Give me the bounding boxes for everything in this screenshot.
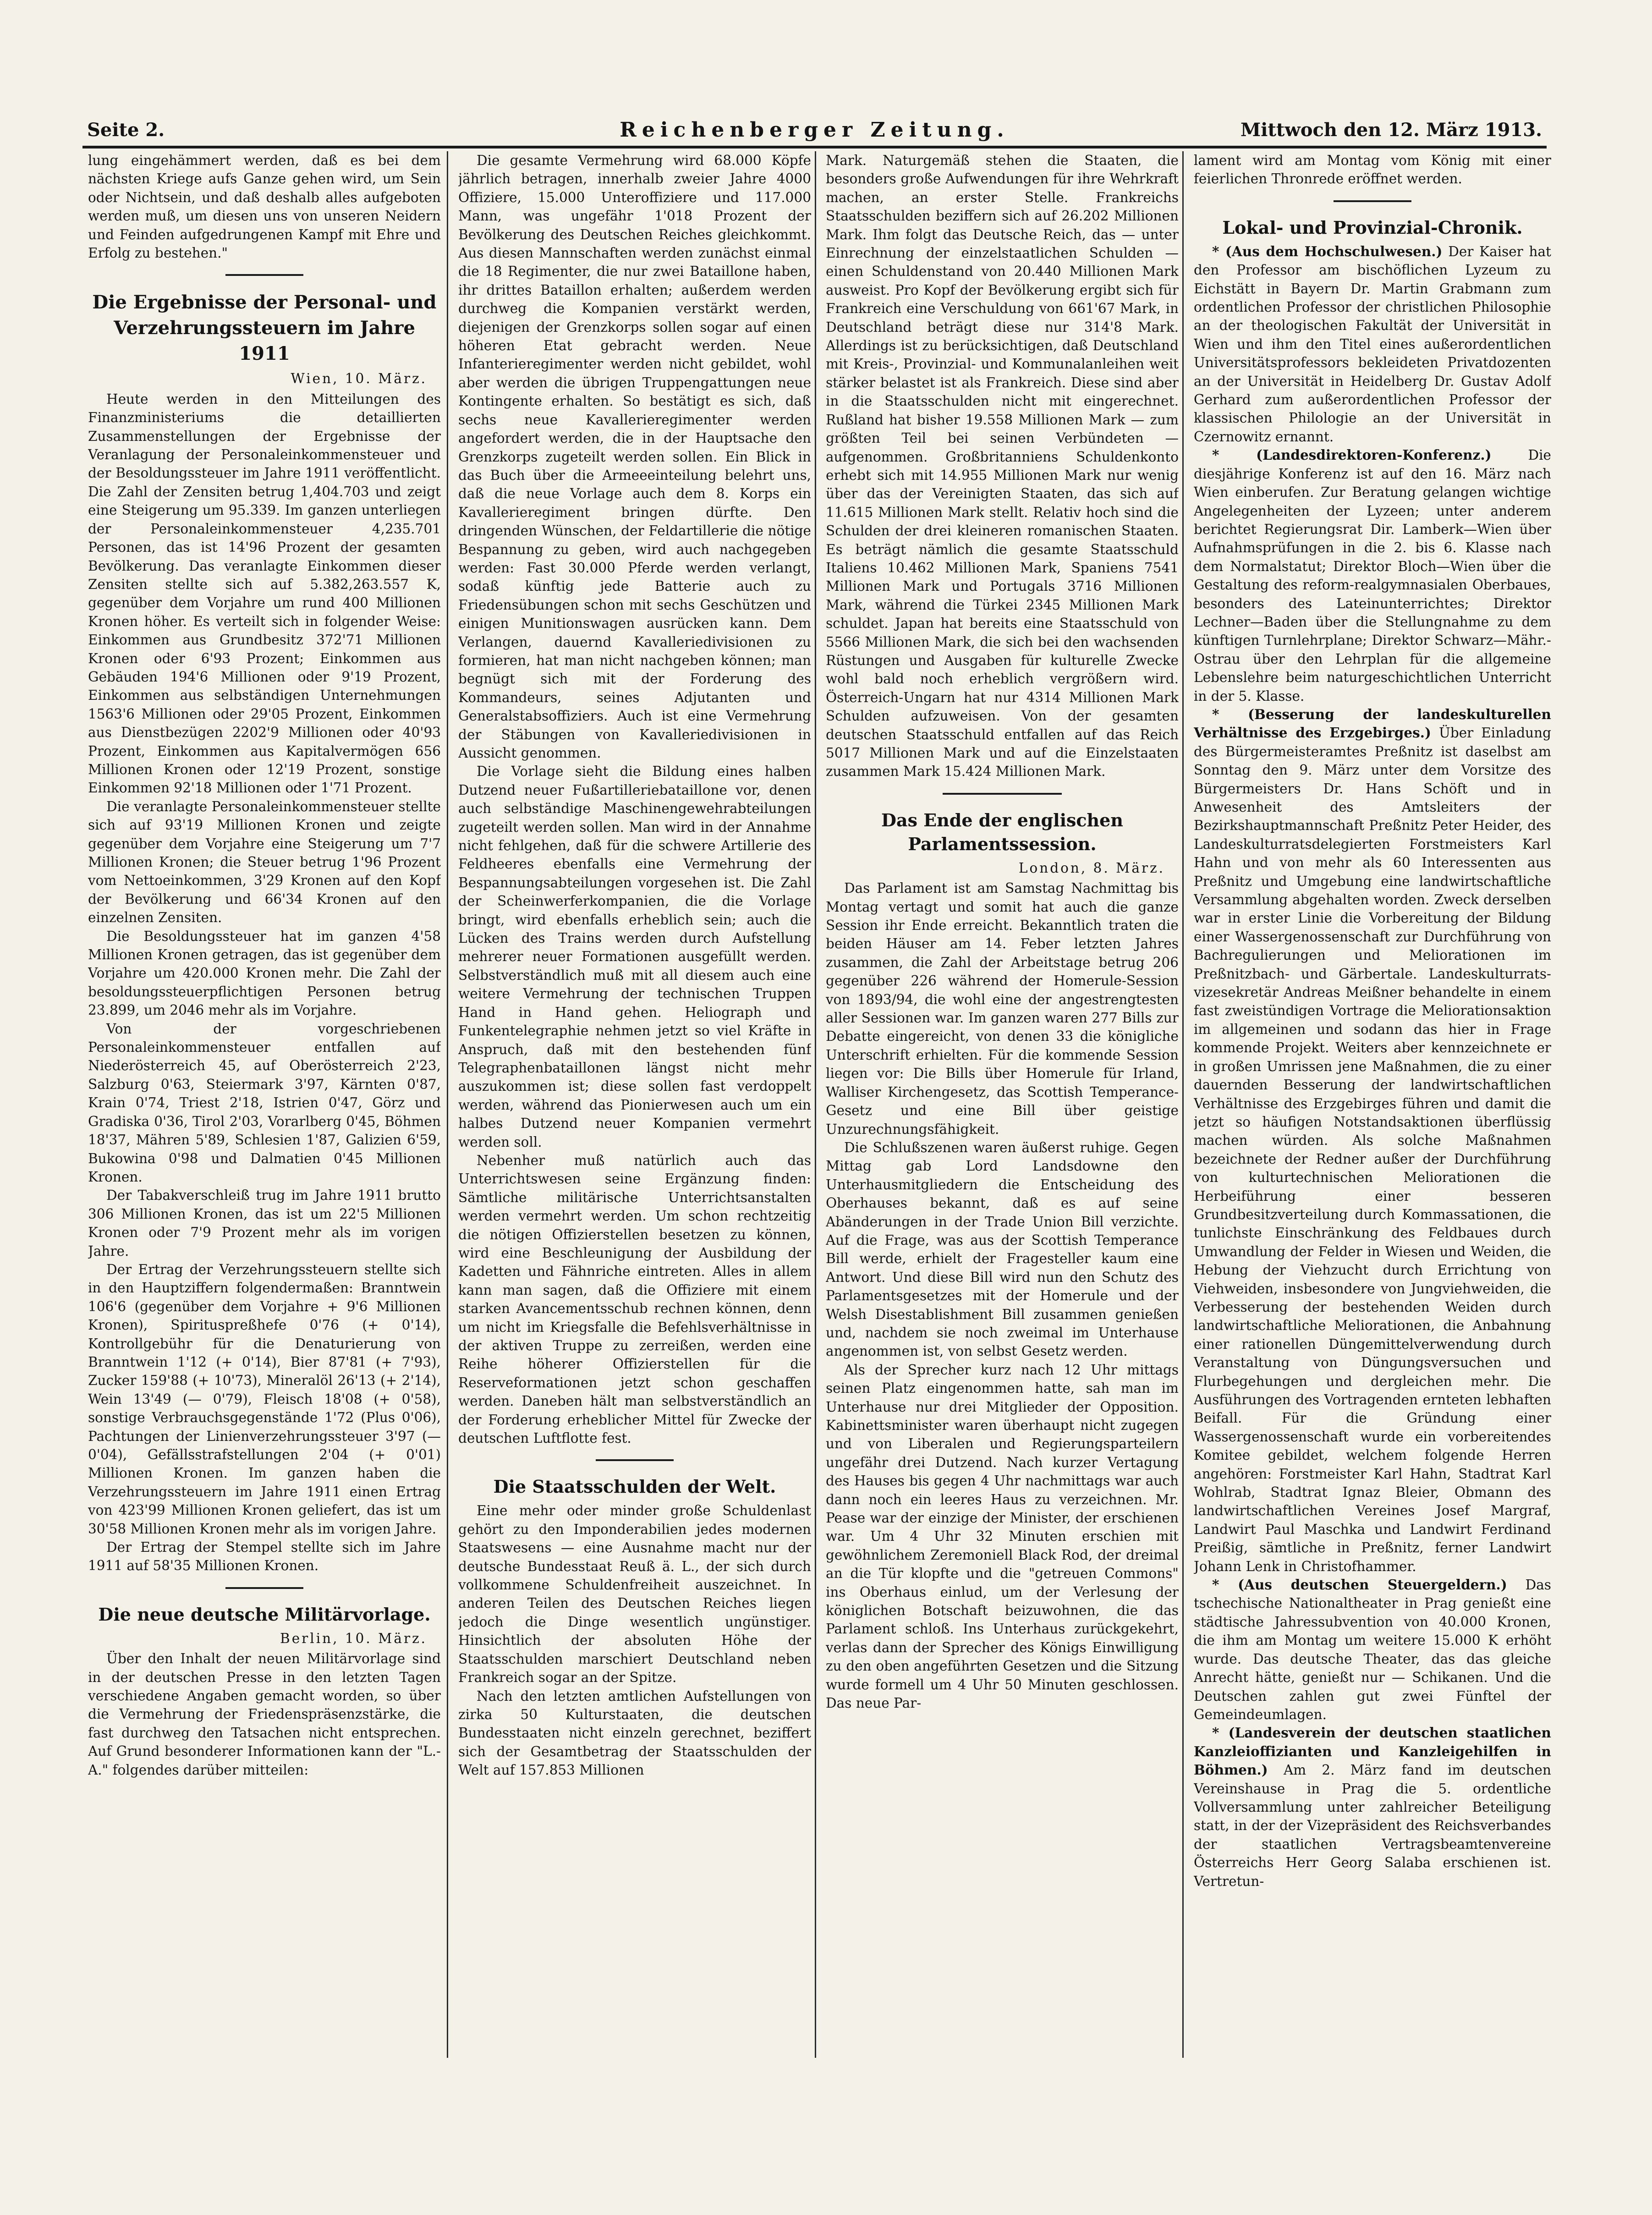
news-item-text: Die diesjährige Konferenz ist auf den 16. März nach Wien einberufen. Zur Beratung gelangen wichtige Angelegenheiten der Lyzeen; unter anderem berichtet Regierungsrat Dir. Lamberk—Wien über Aufnahmsprüfungen in die 2. bis 6. Klasse nach dem Normalstatut; Direktor Bloch—Wien über die Gestaltung des reform-realgymnasialen Oberbaues, besonders des Lateinunterrichtes; Direktor Lechner—Baden über die Stellungnahme zu dem künftigen Turnlehrplane; Direktor Schwarz—Mähr.-Ostrau über den Lehrplan für die allgemeine Lebenslehre beim naturgeschichtlichen Unterricht in der 5. Klasse. [1194,447,1551,704]
paragraph: Der Ertrag der Stempel stellte sich im Jahre 1911 auf 58'35 Millionen Kronen. [88,1539,441,1574]
section-title: Lokal- und Provinzial-Chronik. [1222,217,1523,238]
news-item-text: Der Kaiser hat den Professor am bischöflichen Lyzeum zu Eichstätt in Bayern Dr. Martin Grabmann zum ordentlichen Professor der christlichen Philosophie an der theologischen Fakultät der Universität in Wien und ihm den Titel eines außerordentlichen Universitätsprofessors bekleideten Privatdozenten an der Universität in Heidelberg Dr. Gustav Adolf Gerhard zum außerordentlichen Professor der klassischen Philologie an der Universität in Czernowitz ernannt. [1194,243,1551,445]
column-1 [88,151,441,2053]
news-item-heading: * (Aus deutschen Steuergeldern.) [1212,1577,1507,1593]
continued-text: lament wird am Montag vom König mit einer feierlichen Thronrede eröffnet werden. [1194,153,1551,187]
news-item-text: Das tschechische Nationaltheater in Prag genießt eine städtische Jahressubvention von 40.000 Kronen, die ihm am Montag um weitere 15.000 K erhöht wurde. Das deutsche Theater, das das gleiche Anrecht hätte, genießt nur — Schikanen. Und die Deutschen zahlen gut zwei Fünftel der Gemeindeumlagen. [1194,1577,1551,1722]
header-rule [82,146,1547,148]
article-title: Das Ende der englischen Parlamentssession. [881,809,1123,854]
article-title: Die neue deutsche Militärvorlage. [98,1604,431,1625]
paragraph: Von der vorgeschriebenen Personaleinkommensteuer entfallen auf Niederösterreich 45, auf Oberösterreich 2'23, Salzburg 0'63, Steiermark 3'97, Kärnten 0'87, Krain 0'74, Triest 2'18, Istrien 0'47, Görz und Gradiska 0'36, Tirol 2'03, Vorarlberg 0'45, Böhmen 18'37, Mähren 5'89, Schlesien 1'87, Galizien 6'59, Bukowina 0'98 und Dalmatien 0'45 Millionen Kronen. [88,1021,441,1185]
paragraph: Die Schlußszenen waren äußerst ruhige. Gegen Mittag gab Lord Landsdowne den Unterhausmitgliedern die Entscheidung des Oberhauses bekannt, daß es auf seine Abänderungen in der Trade Union Bill verzichte. Auf die Frage, was aus der Scottish Temperance Bill werde, erhielt der Fragesteller kaum eine Antwort. Und diese Bill wird nun den Schutz des Parlamentsgesetzes mit der Homerule und der Welsh Disestablishment Bill zusammen genießen und, nachdem sie noch zweimal im Unterhause angenommen ist, von selbst Gesetz werden. [826,1139,1179,1359]
news-item-text: Über Einladung des Bürgermeisteramtes Preßnitz ist daselbst am Sonntag den 9. März unter dem Vorsitze des Bürgermeisters Dr. Hans Schöft und in Anwesenheit des Amtsleiters der Bezirkshauptmannschaft Preßnitz Peter Heider, des Landeskulturratsdelegierten Forstmeisters Karl Hahn und von mehr als 60 Interessenten aus Preßnitz und Umgebung eine landwirtschaftliche Versammlung abgehalten worden. Zweck derselben war in erster Linie die Vorbereitung der Bildung einer Wassergenossenschaft zur Durchführung von Bachregulierungen und Meliorationen im Preßnitzbach- und Gärbertale. Landeskulturrats-vizesekretär Andreas Meißner behandelte in einem fast zweistündigen Vortrage die Meliorationsaktion im allgemeinen und sodann das hier in Frage kommende Projekt. Weiters aber kennzeichnete er in großen Umrissen jene Maßnahmen, die zu einer dauernden Besserung der landwirtschaftlichen Verhältnisse des Erzgebirges führen und damit die jetzt so häufigen Notstandsaktionen überflüssig machen würden. Als solche Maßnahmen bezeichnete der Redner außer der Durchführung von kulturtechnischen Meliorationen die Herbeiführung einer besseren Grundbesitzverteilung durch Kommassationen, die tunlichste Einschränkung des Feldbaues durch Umwandlung der Felder in Wiesen und Weiden, die Hebung der Viehzucht durch Errichtung von Viehweiden, insbesondere von Jungviehweiden, die Verbesserung der bestehenden Weiden durch landwirtschaftliche Meliorationen, die Anbahnung einer rationellen Düngemittelverwendung durch Veranstaltung von Düngungsversuchen und Flurbegehungen und dergleichen mehr. Die Ausführungen des Vortragenden ernteten lebhaften Beifall. Für die Gründung einer Wassergenossenschaft wurde ein vorbereitendes Komitee gebildet, welchem folgende Herren angehören: Forstmeister Karl Hahn, Stadtrat Karl Wohlrab, Stadtrat Ignaz Bleier, Obmann des landwirtschaftlichen Vereines Josef Margraf, Landwirt Paul Maschka und Landwirt Ferdinand Preißig, sämtliche in Preßnitz, ferner Landwirt Johann Lenk in Christofhammer. [1194,725,1551,1574]
dateline: Berlin, 10. März. [280,1630,427,1646]
newspaper-title: Reichenberger Zeitung. [620,118,1010,142]
page-header [87,115,1542,147]
continued-text: lung eingehämmert werden, daß es bei dem nächsten Kriege aufs Ganze gehen wird, um Sein oder Nichtsein, und daß deshalb alles aufgeboten werden muß, um diesen uns von unseren Neidern und Feinden aufgedrungenen Kampf mit Ehre und Erfolg zu bestehen." [88,153,441,261]
page-number: Seite 2. [87,119,165,141]
paragraph: Die gesamte Vermehrung wird 68.000 Köpfe jährlich betragen, innerhalb zweier Jahre 4000 Offiziere, 15.000 Unteroffiziere und 117.000 Mann, was ungefähr 1'018 Prozent der Bevölkerung des Deutschen Reiches gleichkommt. Aus diesen Mannschaften werden zunächst einmal die 18 Regimenter, die nur zwei Bataillone haben, ihr drittes Bataillon erhalten; außerdem werden durchweg die Kompanien verstärkt werden, diejenigen der Grenzkorps sollen sogar auf einen höheren Etat gebracht werden. Neue Infanterieregimenter werden nicht gebildet, wohl aber werden die übrigen Truppengattungen neue Kontingente erhalten. So bestätigt es sich, daß sechs neue Kavallerieregimenter werden angefordert werden, die in der Hauptsache den Grenzkorps zugeteilt werden sollen. Ein Blick in das Buch über die Armeeeinteilung belehrt uns, daß die neue Vorlage auch dem 8. Korps ein Kavallerieregiment bringen dürfte. Den dringenden Wünschen, der Feldartillerie die nötige Bespannung zu geben, wird auch nachgegeben werden: Fast 30.000 Pferde werden verlangt, sodaß künftig jede Batterie auch zu Friedensübungen schon mit sechs Geschützen und einigen Munitionswagen ausrücken kann. Dem Verlangen, dauernd Kavalleriedivisionen zu formieren, hat man nicht nachgeben können; man begnügt sich mit der Forderung des Kommandeurs, seines Adjutanten und Generalstabsoffiziers. Auch ist eine Vermehrung der Stäbungen von Kavalleriedivisionen in Aussicht genommen. [458,153,811,761]
news-item-heading: * (Landesdirektoren-Konferenz.) [1212,447,1492,463]
article-divider [596,1459,674,1461]
column-divider [1182,151,1184,2058]
column-2 [458,151,811,2053]
news-item-heading: * (Besserung der landeskulturellen Verhältnisse des Erzgebirges.) [1194,706,1551,741]
article-title: Die Ergebnisse der Personal- und Verzehrungssteuern im Jahre 1911 [92,291,437,365]
paragraph: Eine mehr oder minder große Schuldenlast gehört zu den Imponderabilien jedes modernen Staatswesens — eine Ausnahme macht nur der deutsche Bundesstaat Reuß ä. L., der sich durch vollkommene Schuldenfreiheit auszeichnet. In anderen Teilen des Deutschen Reiches liegen jedoch die Dinge wesentlich ungünstiger. Hinsichtlich der absoluten Höhe der Staatsschulden marschiert Deutschland neben Frankreich sogar an der Spitze. [458,1503,811,1686]
column-3 [826,151,1179,2053]
news-item [1194,1576,1551,1724]
article-title: Die Staatsschulden der Welt. [493,1476,776,1497]
news-item-text: Am 2. März fand im deutschen Vereinshause in Prag die 5. ordentliche Vollversammlung unter zahlreicher Beteiligung statt, in der der Vizepräsident des Reichsverbandes der staatlichen Vertragsbeamtenvereine Österreichs Herr Georg Salaba erschienen ist. Vertretun- [1194,1762,1551,1889]
dateline: London, 8. März. [1018,860,1165,876]
column-4 [1194,151,1551,2053]
paragraph: Der Ertrag der Verzehrungssteuern stellte sich in den Hauptziffern folgendermaßen: Branntwein 106'6 (gegenüber dem Vorjahre + 9'6 Millionen Kronen), Spirituspreßhefe 0'76 (+ 0'14), Kontrollgebühr für die Denaturierung von Branntwein 1'12 (+ 0'14), Bier 87'81 (+ 7'93), Zucker 159'88 (+ 10'73), Mineralöl 26'13 (+ 2'14), Wein 13'49 (— 0'79), Fleisch 18'08 (+ 0'58), sonstige Verbrauchsgegenstände 1'72 (Plus 0'06), Pachtungen der Linienverzehrungssteuer 3'97 (— 0'04), Gefällsstrafstellungen 2'04 (+ 0'01) Millionen Kronen. Im ganzen haben die Verzehrungssteuern im Jahre 1911 einen Ertrag von 423'99 Millionen Kronen geliefert, das ist um 30'58 Millionen Kronen mehr als im vorigen Jahre. [88,1261,441,1537]
news-item [1194,242,1551,446]
paragraph: Mark. Naturgemäß stehen die Staaten, die besonders große Aufwendungen für ihre Wehrkraft machen, an erster Stelle. Frankreichs Staatsschulden beziffern sich auf 26.202 Millionen Mark. Ihm folgt das Deutsche Reich, das — unter Einrechnung der einzelstaatlichen Schulden — einen Schuldenstand von 20.440 Millionen Mark ausweist. Pro Kopf der Bevölkerung ergibt sich für Frankreich eine Verschuldung von 661'67 Mark, in Deutschland beträgt diese nur 314'8 Mark. Allerdings ist zu berücksichtigen, daß Deutschland mit Kreis-, Provinzial- und Kommunalanleihen weit stärker belastet ist als Frankreich. Diese sind aber in die Staatsschulden nicht mit eingerechnet. Rußland hat bisher 19.558 Millionen Mark — zum größten Teil bei seinen Verbündeten — aufgenommen. Großbritanniens Schuldenkonto erhebt sich mit 14.955 Millionen Mark nur wenig über das der Vereinigten Staaten, das sich auf 11.615 Millionen Mark stellt. Relativ hoch sind die Schulden der drei kleineren romanischen Staaten. Es beträgt nämlich die gesamte Staatsschuld Italiens 10.462 Millionen Mark, Spaniens 7541 Millionen Mark und Portugals 3716 Millionen Mark, während die Türkei 2345 Millionen Mark schuldet. Japan hat bereits eine Staatsschuld von 5566 Millionen Mark, die sich bei den wachsenden Rüstungen und Ausgaben für kulturelle Zwecke wohl bald noch erheblich vergrößern wird. Österreich-Ungarn hat nur 4314 Millionen Mark Schulden aufzuweisen. Von der gesamten deutschen Staatsschuld entfallen auf das Reich 5017 Millionen Mark und auf die Einzelstaaten zusammen Mark 15.424 Millionen Mark. [826,153,1179,780]
column-divider [447,151,448,2058]
paragraph: Über den Inhalt der neuen Militärvorlage sind in der deutschen Presse in den letzten Tagen verschiedene Angaben gemacht worden, so über die Vermehrung der Friedenspräsenzstärke, die fast durchweg den Tatsachen nicht entsprechen. Auf Grund besonderer Informationen kann der "L.-A." folgendes darüber mitteilen: [88,1651,441,1778]
news-item-heading: * (Aus dem Hochschulwesen.) [1212,243,1443,259]
news-item-heading: * (Landesverein der deutschen staatlichen Kanzleioffizianten und Kanzleigehilfen in Böhmen.) [1194,1725,1551,1778]
paragraph: Das Parlament ist am Samstag Nachmittag bis Montag vertagt und somit hat auch die ganze Session ihr Ende erreicht. Bekanntlich traten die beiden Häuser am 14. Feber letzten Jahres zusammen, die Zahl der Arbeitstage betrug 206 gegenüber 226 während der Homerule-Session von 1893/94, die wohl eine der angestrengtesten aller Sessionen war. Im ganzen waren 277 Bills zur Debatte eingereicht, von denen 33 die königliche Unterschrift erhielten. Für die kommende Session liegen vor: Die Bills über Homerule für Irland, Walliser Kirchengesetz, das Scottish Temperance-Gesetz und eine Bill über geistige Unzurechnungsfähigkeit. [826,880,1179,1137]
paragraph: Die Besoldungssteuer hat im ganzen 4'58 Millionen Kronen getragen, das ist gegenüber dem Vorjahre um 420.000 Kronen mehr. Die Zahl der besoldungssteuerpflichtigen Personen betrug 23.899, um 2046 mehr als im Vorjahre. [88,928,441,1018]
dateline: Wien, 10. März. [291,371,427,387]
article-divider [225,274,303,276]
paragraph: Der Tabakverschleiß trug im Jahre 1911 brutto 306 Millionen Kronen, das ist um 22'5 Millionen Kronen oder 7'9 Prozent mehr als im vorigen Jahre. [88,1187,441,1259]
news-item [1194,705,1551,1576]
paragraph: Nach den letzten amtlichen Aufstellungen von zirka 50 Kulturstaaten, die deutschen Bundesstaaten nicht einzeln gerechnet, beziffert sich der Gesamtbetrag der Staatsschulden der Welt auf 157.853 Millionen [458,1688,811,1778]
article-divider [225,1587,303,1589]
article-divider [1334,200,1411,202]
news-item [1194,446,1551,705]
news-item [1194,1724,1551,1891]
paragraph: Nebenher muß natürlich auch das Unterrichtswesen seine Ergänzung finden: Sämtliche militärische Unterrichtsanstalten werden vermehrt werden. Um schon rechtzeitig die nötigen Offizierstellen besetzen zu können, wird eine Beschleunigung der Ausbildung der Kadetten und Fähnriche eintreten. Alles in allem kann man sagen, daß die Offiziere mit einem starken Avancementsschub rechnen können, denn um nicht im Kriegsfalle die Befehlsverhältnisse in der aktiven Truppe zu zerreißen, werden eine Reihe höherer Offizierstellen für die Reserveformationen jetzt schon geschaffen werden. Daneben hält man selbstverständlich an der Forderung erheblicher Mittel für Zwecke der deutschen Luftflotte fest. [458,1152,811,1446]
article-divider [943,793,1062,795]
paragraph: Die veranlagte Personaleinkommensteuer stellte sich auf 93'19 Millionen Kronen und zeigte gegenüber dem Vorjahre eine Steigerung um 7'7 Millionen Kronen; die Steuer betrug 1'96 Prozent vom Nettoeinkommen, 3'29 Kronen auf den Kopf der Bevölkerung und 66'34 Kronen auf den einzelnen Zensiten. [88,798,441,926]
paragraph: Als der Sprecher kurz nach 12 Uhr mittags seinen Platz eingenommen hatte, sah man im Unterhause nur drei Mitglieder der Opposition. Kabinettsminister waren überhaupt nicht zugegen und von Liberalen und Regierungsparteilern ungefähr drei Dutzend. Nach kurzer Vertagung des Hauses bis gegen 4 Uhr nachmittags war auch dann noch ein leeres Haus zu verzeichnen. Mr. Pease war der einzige der Minister, der erschienen war. Um 4 Uhr 32 Minuten erschien mit gewöhnlichem Zeremoniell Black Rod, der dreimal an die Tür klopfte und die "getreuen Commons" ins Oberhaus einlud, um der Verlesung der königlichen Botschaft beizuwohnen, die das Parlament schloß. Ins Unterhaus zurückgekehrt, verlas dann der Sprecher des Königs Einwilligung zu den oben angeführten Gesetzen und die Sitzung wurde formell um 4 Uhr 50 Minuten geschlossen. Das neue Par- [826,1362,1179,1711]
column-divider [815,151,816,2058]
paragraph: Die Vorlage sieht die Bildung eines halben Dutzend neuer Fußartilleriebataillone vor, denen auch selbständige Maschinengewehrabteilungen zugeteilt werden sollen. Man wird in der Annahme nicht fehlgehen, daß für die schwere Artillerie des Feldheeres ebenfalls eine Vermehrung der Bespannungsabteilungen vorgesehen ist. Die Zahl der Scheinwerferkompanien, die die Vorlage bringt, wird ebenfalls erheblich sein; auch die Lücken des Trains werden durch Aufstellung mehrerer neuer Formationen ausgefüllt werden. Selbstverständlich muß mit all diesem auch eine weitere Vermehrung der technischen Truppen Hand in Hand gehen. Heliograph und Funkentelegraphie nehmen jetzt so viel Kräfte in Anspruch, daß mit den bestehenden fünf Telegraphenbataillonen längst nicht mehr auszukommen ist; diese sollen fast verdoppelt werden, während das Pionierwesen auch um ein halbes Dutzend neuer Kompanien vermehrt werden soll. [458,764,811,1150]
issue-date: Mittwoch den 12. März 1913. [1240,119,1542,141]
paragraph: Heute werden in den Mitteilungen des Finanzministeriums die detaillierten Zusammenstellungen der Ergebnisse der Veranlagung der Personaleinkommensteuer und der Besoldungssteuer im Jahre 1911 veröffentlicht. Die Zahl der Zensiten betrug 1,404.703 und zeigt eine Steigerung um 95.339. Im ganzen unterliegen der Personaleinkommensteuer 4,235.701 Personen, das ist 14'96 Prozent der gesamten Bevölkerung. Das veranlagte Einkommen dieser Zensiten stellte sich auf 5.382,263.557 K, gegenüber dem Vorjahre um rund 400 Millionen Kronen höher. Es verteilt sich in folgender Weise: Einkommen aus Grundbesitz 372'71 Millionen Kronen oder 6'93 Prozent; Einkommen aus Gebäuden 194'6 Millionen oder 9'19 Prozent, Einkommen aus selbständigen Unternehmungen 1563'6 Millionen oder 29'05 Prozent, Einkommen aus Dienstbezügen 2202'9 Millionen oder 40'93 Prozent, Einkommen aus Kapitalvermögen 656 Millionen Kronen oder 12'19 Prozent, sonstige Einkommen 92'18 Millionen oder 1'71 Prozent. [88,391,441,796]
